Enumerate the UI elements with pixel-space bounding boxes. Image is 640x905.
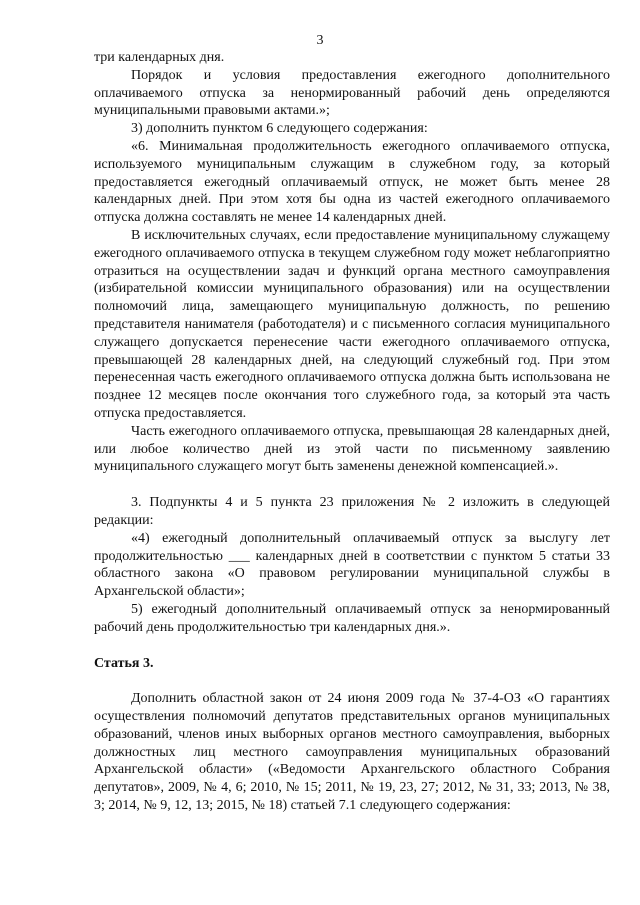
paragraph: Часть ежегодного оплачиваемого отпуска, превышающая 28 календарных дней, или любое количество дней из этой части по письменному заявлению муниципального служащего могут быть заменены денежной компенсацией.». <box>94 423 610 475</box>
page-number: 3 <box>316 33 324 48</box>
article-heading: Статья 3. <box>94 655 154 671</box>
paragraph: 5) ежегодный дополнительный оплачиваемый отпуск за ненормированный рабочий день продолжительностью три календарных дня.». <box>94 601 610 635</box>
paragraph: «4) ежегодный дополнительный оплачиваемый отпуск за выслугу лет продолжительностью ___ календарных дней в соответствии с пунктом 5 статьи 33 областного закона «О правовом регулировании муниципальной службы в Архангельской области»; <box>94 530 610 600</box>
document-body <box>94 49 610 815</box>
paragraph: Порядок и условия предоставления ежегодного дополнительного оплачиваемого отпуска за ненормированный рабочий день определяются муниципальными правовыми актами.»; <box>94 67 610 119</box>
paragraph: В исключительных случаях, если предоставление муниципальному служащему ежегодного оплачиваемого отпуска в текущем служебном году может неблагоприятно отразиться на осуществлении задач и функций органа местного самоуправления (избирательной комиссии муниципального образования) или на осуществлении полномочий лица, замещающего муниципальную должность, по решению представителя нанимателя (работодателя) и с письменного согласия муниципального служащего допускается перенесение части ежегодного оплачиваемого отпуска, превышающей 28 календарных дней, на следующий служебный год. При этом перенесенная часть ежегодного оплачиваемого отпуска должна быть использована не позднее 12 месяцев после окончания того служебного года, за который эта часть отпуска предоставляется. <box>94 227 610 421</box>
paragraph: Дополнить областной закон от 24 июня 2009 года № 37-4-ОЗ «О гарантиях осуществления полномочий депутатов представительных органов муниципальных образований, членов иных выборных органов местного самоуправления, выборных должностных лиц местного самоуправления муниципальных образований Архангельской области» («Ведомости Архангельского областного Собрания депутатов», 2009, № 4, 6; 2010, № 15; 2011, № 19, 23, 27; 2012, № 31, 33; 2013, № 38, 3; 2014, № 9, 12, 13; 2015, № 18) статьей 7.1 следующего содержания: <box>94 691 610 814</box>
paragraph: 3) дополнить пунктом 6 следующего содержания: <box>131 121 428 137</box>
spacer <box>94 672 610 690</box>
spacer <box>94 637 610 655</box>
paragraph: три календарных дня. <box>94 50 225 65</box>
paragraph: «6. Минимальная продолжительность ежегодного оплачиваемого отпуска, используемого муниципальным служащим в служебном году, за который предоставляется ежегодный оплачиваемый отпуск, не может быть менее 28 календарных дней. При этом хотя бы одна из частей ежегодного оплачиваемого отпуска должна составлять не менее 14 календарных дней. <box>94 138 610 226</box>
spacer <box>94 476 610 494</box>
paragraph: 3. Подпункты 4 и 5 пункта 23 приложения № 2 изложить в следующей редакции: <box>94 495 610 528</box>
